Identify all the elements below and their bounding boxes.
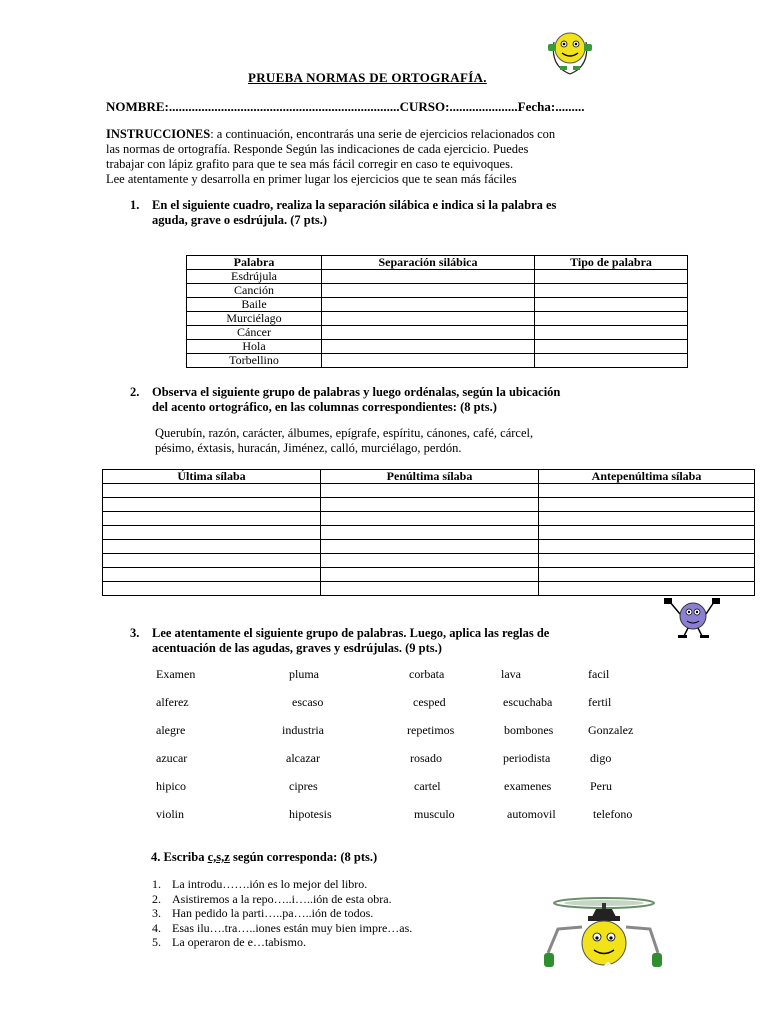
list-item (152, 892, 412, 907)
question-number: 2. (130, 385, 140, 399)
answer-cell[interactable] (535, 312, 688, 326)
word-item: alcazar (286, 751, 320, 765)
answer-cell[interactable] (539, 568, 755, 582)
question-1 (130, 198, 556, 228)
list-number: 4. (152, 920, 161, 935)
purple-ball-mascot-icon (660, 594, 722, 640)
list-text: La introdu…….ión es lo mejor del libro. (172, 877, 368, 891)
answer-cell[interactable] (103, 540, 321, 554)
question-3 (130, 626, 549, 656)
table-header: Antepenúltima sílaba (539, 470, 755, 484)
fill-in-list (152, 877, 412, 950)
question-number: 3. (130, 626, 140, 640)
answer-cell[interactable] (535, 354, 688, 368)
answer-cell[interactable] (322, 354, 535, 368)
answer-cell[interactable] (322, 270, 535, 284)
word-item: cartel (414, 779, 441, 793)
list-text: Esas ilu….tra…..iones están muy bien impre…as. (172, 920, 413, 935)
word-item: hipotesis (289, 807, 332, 821)
word-item: pluma (289, 667, 319, 681)
instructions-line: : a continuación, encontrarás una serie de ejercicios relacionados con (210, 127, 556, 141)
word-item: escuchaba (503, 695, 553, 709)
answer-cell[interactable] (321, 484, 539, 498)
word-item: lava (501, 667, 521, 681)
question-text: Observa el siguiente grupo de palabras y luego ordénalas, según la ubicación (152, 385, 561, 399)
answer-cell[interactable] (321, 582, 539, 596)
word-item: Peru (590, 779, 612, 793)
answer-cell[interactable] (539, 526, 755, 540)
list-number: 2. (152, 891, 161, 906)
word-item: facil (588, 667, 610, 681)
list-item (152, 877, 412, 892)
table-cell-word: Canción (187, 284, 322, 298)
list-item (152, 921, 412, 936)
list-number: 3. (152, 906, 161, 920)
answer-cell[interactable] (322, 284, 535, 298)
answer-cell[interactable] (322, 340, 535, 354)
question-text: según corresponda: (8 pts.) (229, 850, 378, 864)
answer-cell[interactable] (535, 340, 688, 354)
word-item: automovil (507, 807, 556, 821)
word-item: rosado (410, 751, 442, 765)
question-text: del acento ortográfico, en las columnas correspondientes: (8 pts.) (152, 400, 497, 414)
answer-cell[interactable] (322, 312, 535, 326)
word-item: cipres (289, 779, 318, 793)
table-cell-word: Murciélago (187, 312, 322, 326)
answer-cell[interactable] (103, 484, 321, 498)
answer-cell[interactable] (103, 568, 321, 582)
answer-cell[interactable] (103, 554, 321, 568)
question-4 (151, 850, 377, 865)
question-text: En el siguiente cuadro, realiza la separación silábica e indica si la palabra es (152, 198, 557, 212)
word-list (155, 426, 625, 456)
list-number: 5. (152, 935, 161, 949)
helicopter-smiley-icon (540, 893, 664, 975)
table-cell-word: Hola (187, 340, 322, 354)
word-item: escaso (292, 695, 324, 709)
answer-cell[interactable] (539, 540, 755, 554)
word-list-line: pésimo, éxtasis, huracán, Jiménez, calló, murciélago, perdón. (155, 441, 462, 455)
word-item: examenes (504, 779, 552, 793)
word-item: cesped (413, 695, 446, 709)
word-item: periodista (503, 751, 551, 765)
answer-cell[interactable] (321, 498, 539, 512)
word-item: industria (282, 723, 324, 737)
answer-cell[interactable] (539, 554, 755, 568)
table-header: Palabra (187, 256, 322, 270)
list-text: Han pedido la parti…..pa…..ión de todos. (172, 906, 374, 920)
instructions-line: trabajar con lápiz grafito para que te sea más fácil corregir en caso te equivoques. (106, 157, 514, 171)
word-item: bombones (504, 723, 554, 737)
word-item: azucar (156, 751, 188, 765)
question-number: 1. (130, 198, 140, 212)
word-item: telefono (593, 807, 633, 821)
word-list-line: Querubín, razón, carácter, álbumes, epígrafe, espíritu, cánones, café, cárcel, (155, 426, 534, 440)
instructions-label: INSTRUCCIONES (106, 127, 211, 141)
answer-cell[interactable] (535, 284, 688, 298)
answer-cell[interactable] (322, 298, 535, 312)
word-item: alegre (156, 723, 186, 737)
word-item: alferez (156, 695, 189, 709)
answer-cell[interactable] (535, 298, 688, 312)
answer-cell[interactable] (535, 270, 688, 284)
answer-cell[interactable] (321, 512, 539, 526)
instructions-line: las normas de ortografía. Responde Según las indicaciones de cada ejercicio. Puedes (106, 142, 529, 156)
word-item: corbata (409, 667, 445, 681)
answer-cell[interactable] (535, 326, 688, 340)
answer-cell[interactable] (539, 582, 755, 596)
answer-cell[interactable] (539, 498, 755, 512)
word-item: hipico (156, 779, 186, 793)
answer-cell[interactable] (321, 568, 539, 582)
question-letters: c,s,z (207, 850, 230, 864)
list-text: La operaron de e…tabismo. (172, 935, 306, 949)
table-header: Separación silábica (322, 256, 535, 270)
answer-cell[interactable] (103, 498, 321, 512)
answer-cell[interactable] (539, 512, 755, 526)
word-item: violin (156, 807, 185, 821)
table-cell-word: Torbellino (187, 354, 322, 368)
instructions-line: Lee atentamente y desarrolla en primer lugar los ejercicios que te sean más fáciles (106, 172, 517, 186)
name-course-date-line: NOMBRE:.......................................................................CURSO:.....................Fecha:......... (106, 99, 585, 114)
table-header: Tipo de palabra (535, 256, 688, 270)
word-item: repetimos (407, 723, 455, 737)
answer-cell[interactable] (321, 526, 539, 540)
answer-cell[interactable] (103, 512, 321, 526)
answer-cell[interactable] (539, 484, 755, 498)
page-title: PRUEBA NORMAS DE ORTOGRAFÍA. (248, 70, 487, 85)
question-text: acentuación de las agudas, graves y esdrújulas. (9 pts.) (152, 641, 442, 655)
word-item: Examen (156, 667, 196, 681)
smiley-jumprope-icon (546, 22, 596, 78)
question-number: 4. (151, 850, 161, 864)
answer-cell[interactable] (322, 326, 535, 340)
syllable-table (186, 255, 688, 368)
table-cell-word: Baile (187, 298, 322, 312)
question-2 (130, 385, 560, 415)
list-number: 1. (152, 877, 161, 891)
table-header: Última sílaba (103, 470, 321, 484)
answer-cell[interactable] (103, 526, 321, 540)
question-text: Lee atentamente el siguiente grupo de palabras. Luego, aplica las reglas de (152, 626, 550, 640)
answer-cell[interactable] (103, 582, 321, 596)
answer-cell[interactable] (321, 540, 539, 554)
accent-table (102, 469, 755, 596)
list-item (152, 906, 412, 921)
question-text: Escriba (163, 850, 208, 864)
list-text: Asistiremos a la repo…..i…..ión de esta obra. (172, 891, 392, 906)
table-cell-word: Cáncer (187, 326, 322, 340)
question-text: aguda, grave o esdrújula. (7 pts.) (152, 213, 328, 227)
table-cell-word: Esdrújula (187, 270, 322, 284)
word-item: fertil (588, 695, 612, 709)
list-item (152, 935, 412, 950)
table-header: Penúltima sílaba (321, 470, 539, 484)
word-item: Gonzalez (588, 723, 634, 737)
instructions (106, 127, 666, 187)
answer-cell[interactable] (321, 554, 539, 568)
word-item: musculo (414, 807, 455, 821)
word-item: digo (590, 751, 612, 765)
